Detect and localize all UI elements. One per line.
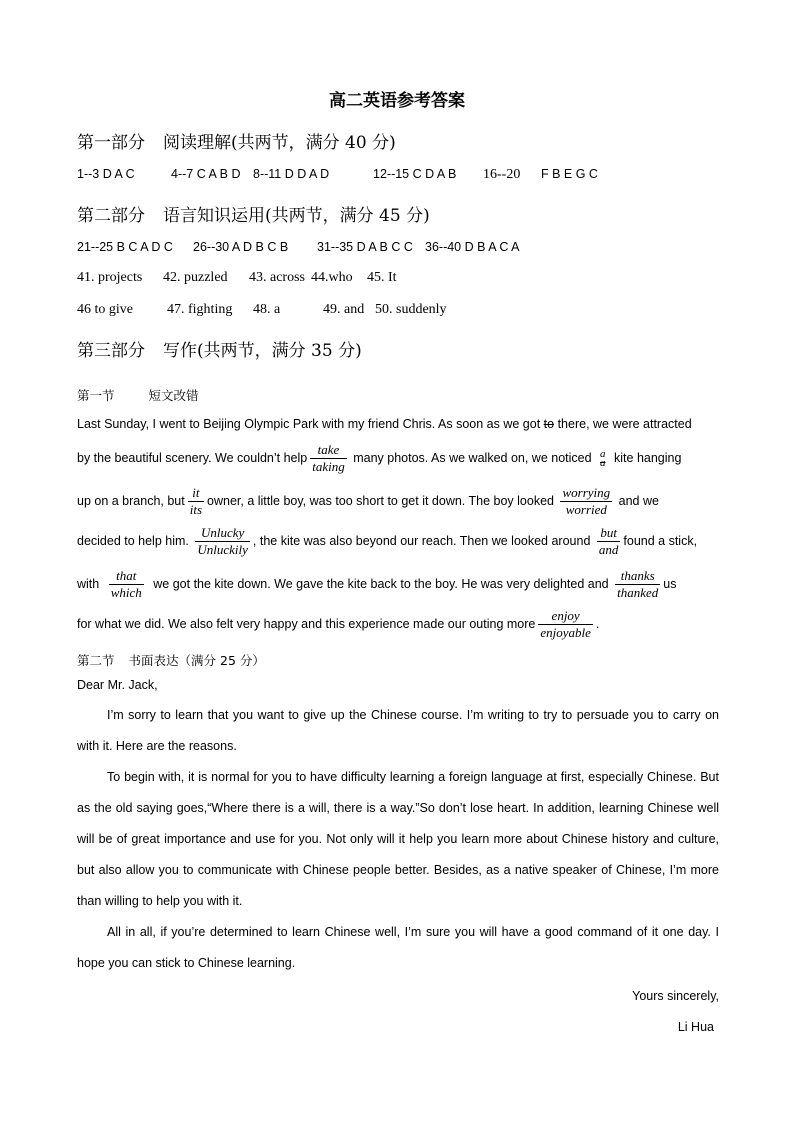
answer-item: 41. projects: [77, 270, 143, 285]
correction-mark: [195, 525, 250, 558]
section2-label: 第二节: [77, 653, 115, 668]
part1-heading: [77, 128, 396, 153]
corrected-word: which: [110, 585, 142, 600]
passage-text: us: [663, 576, 677, 591]
answer-item: 46 to give: [77, 302, 133, 317]
corrected-word: enjoyable: [540, 625, 591, 640]
letter-paragraph-1: I’m sorry to learn that you want to give up the Chinese course. I’m writing to try to persuade you to carry on with it. Here are the reasons.: [77, 708, 719, 753]
corrected-word: thanked: [617, 585, 659, 600]
passage-text: up on a branch, but: [77, 493, 185, 508]
answer-group: 31--35 D A B C C: [317, 240, 413, 254]
original-word: worrying: [562, 485, 611, 500]
corrected-word: taking: [312, 459, 345, 474]
part2-answers-row1: [77, 240, 520, 254]
correction-mark: [598, 447, 608, 469]
correction-mark: [597, 525, 621, 558]
page-title: 高二英语参考答案: [329, 91, 465, 111]
answer-item: 45. It: [367, 270, 397, 285]
original-word: take: [310, 442, 347, 459]
answer-item: 49. and: [323, 302, 365, 317]
corrected-word: worried: [565, 502, 607, 517]
passage-text: Last Sunday, I went to Beijing Olympic Park with my friend Chris. As soon as we got: [77, 417, 541, 431]
section1-label: 第一节: [77, 388, 115, 403]
answer-group: 36--40 D B A C A: [425, 240, 520, 254]
original-word: Unlucky: [195, 525, 250, 542]
passage-text: by the beautiful scenery. We couldn’t help: [77, 450, 308, 465]
section1-title: 短文改错: [148, 388, 199, 403]
correction-line-2: [77, 442, 719, 475]
passage-text: found a stick,: [623, 533, 698, 548]
passage-text: decided to help him.: [77, 533, 189, 548]
correction-mark: [188, 485, 204, 518]
part2-title: 语言知识运用(共两节，满分 45 分): [163, 206, 430, 226]
correction-mark: [560, 485, 612, 518]
part2-answers-row2: [77, 270, 397, 286]
original-word: enjoy: [538, 608, 593, 625]
answer-item: 43. across: [249, 270, 305, 285]
letter-paragraph-3: All in all, if you’re determined to learn Chinese well, I’m sure you will have a good command of it one day. I hope you can stick to Chinese learning.: [77, 925, 719, 970]
answer-group: 1--3 D A C: [77, 167, 135, 181]
original-word: that: [109, 568, 144, 585]
part2-answers-row3: [77, 302, 447, 318]
original-word: but: [597, 525, 621, 542]
answer-group: 12--15 C D A B: [373, 167, 457, 181]
inserted-word: a: [600, 447, 606, 460]
answer-item: 48. a: [253, 302, 281, 317]
corrected-word: Unluckily: [197, 542, 248, 557]
passage-text: owner, a little boy, was too short to get it down. The boy looked: [207, 493, 554, 508]
letter-closing: Yours sincerely,: [632, 989, 719, 1003]
passage-text: , the kite was also beyond our reach. Then we looked around: [252, 533, 591, 548]
correction-mark: [538, 608, 593, 641]
passage-text: there, we were attracted: [557, 417, 692, 431]
correction-line-1: [77, 417, 719, 431]
passage-text: many photos. As we walked on, we noticed: [353, 450, 592, 465]
original-word: a: [600, 456, 606, 469]
answer-group: 8--11 D D A D: [253, 167, 330, 181]
original-word: it: [188, 485, 204, 502]
part3-title: 写作(共两节，满分 35 分): [163, 341, 362, 361]
passage-text: with: [77, 576, 100, 591]
correction-line-4: [77, 525, 719, 558]
correction-mark: [615, 568, 660, 601]
passage-text: .: [595, 616, 600, 631]
letter-paragraph-2: To begin with, it is normal for you to have difficulty learning a foreign language at first, especially Chinese. But as the old saying goes,“Where there is a will, there is a way.”So don’t lose heart. In addition, learning Chinese well will be of great importance and use for you. Not only will it help you learn more about Chinese history and culture, but also allow you to communicate with Chinese people better. Besides, as a native speaker of Chinese, I’m more than willing to help you with it.: [77, 770, 719, 908]
answer-item: 47. fighting: [167, 302, 233, 317]
correction-line-6: [77, 608, 719, 641]
answer-group: 4--7 C A B D: [171, 167, 241, 181]
section1-heading: [77, 386, 199, 404]
part2-heading: [77, 201, 430, 226]
letter-greeting: Dear Mr. Jack,: [77, 678, 158, 692]
answer-group: F B E G C: [541, 167, 598, 181]
passage-text: we got the kite down. We gave the kite back to the boy. He was very delighted and: [153, 576, 609, 591]
passage-text: kite hanging: [614, 450, 682, 465]
section2-heading: [77, 651, 265, 669]
original-word: thanks: [615, 568, 660, 585]
correction-mark: [109, 568, 144, 601]
part3-heading: [77, 336, 362, 361]
answer-group: 26--30 A D B C B: [193, 240, 289, 254]
passage-text: and we: [618, 493, 659, 508]
section2-title: 书面表达（满分 25 分）: [128, 653, 265, 668]
correction-line-5: [77, 568, 719, 601]
correction-mark: [310, 442, 347, 475]
answer-group: 21--25 B C A D C: [77, 240, 173, 254]
corrected-word: its: [189, 502, 203, 517]
letter-signature: Li Hua: [677, 1020, 714, 1034]
part1-answers: [77, 167, 598, 183]
answer-item: 50. suddenly: [375, 302, 447, 317]
answer-item: 44.who: [311, 270, 353, 285]
part2-label: 第二部分: [77, 206, 145, 226]
passage-text: for what we did. We also felt very happy and this experience made our outing more: [77, 616, 536, 631]
correction-line-3: [77, 485, 719, 518]
part3-label: 第三部分: [77, 341, 145, 361]
answer-group: 16--20: [483, 167, 521, 182]
corrected-word: and: [598, 542, 619, 557]
deleted-word: to: [543, 417, 555, 431]
part1-title: 阅读理解(共两节，满分 40 分): [163, 133, 396, 153]
part1-label: 第一部分: [77, 133, 145, 153]
answer-item: 42. puzzled: [163, 270, 228, 285]
